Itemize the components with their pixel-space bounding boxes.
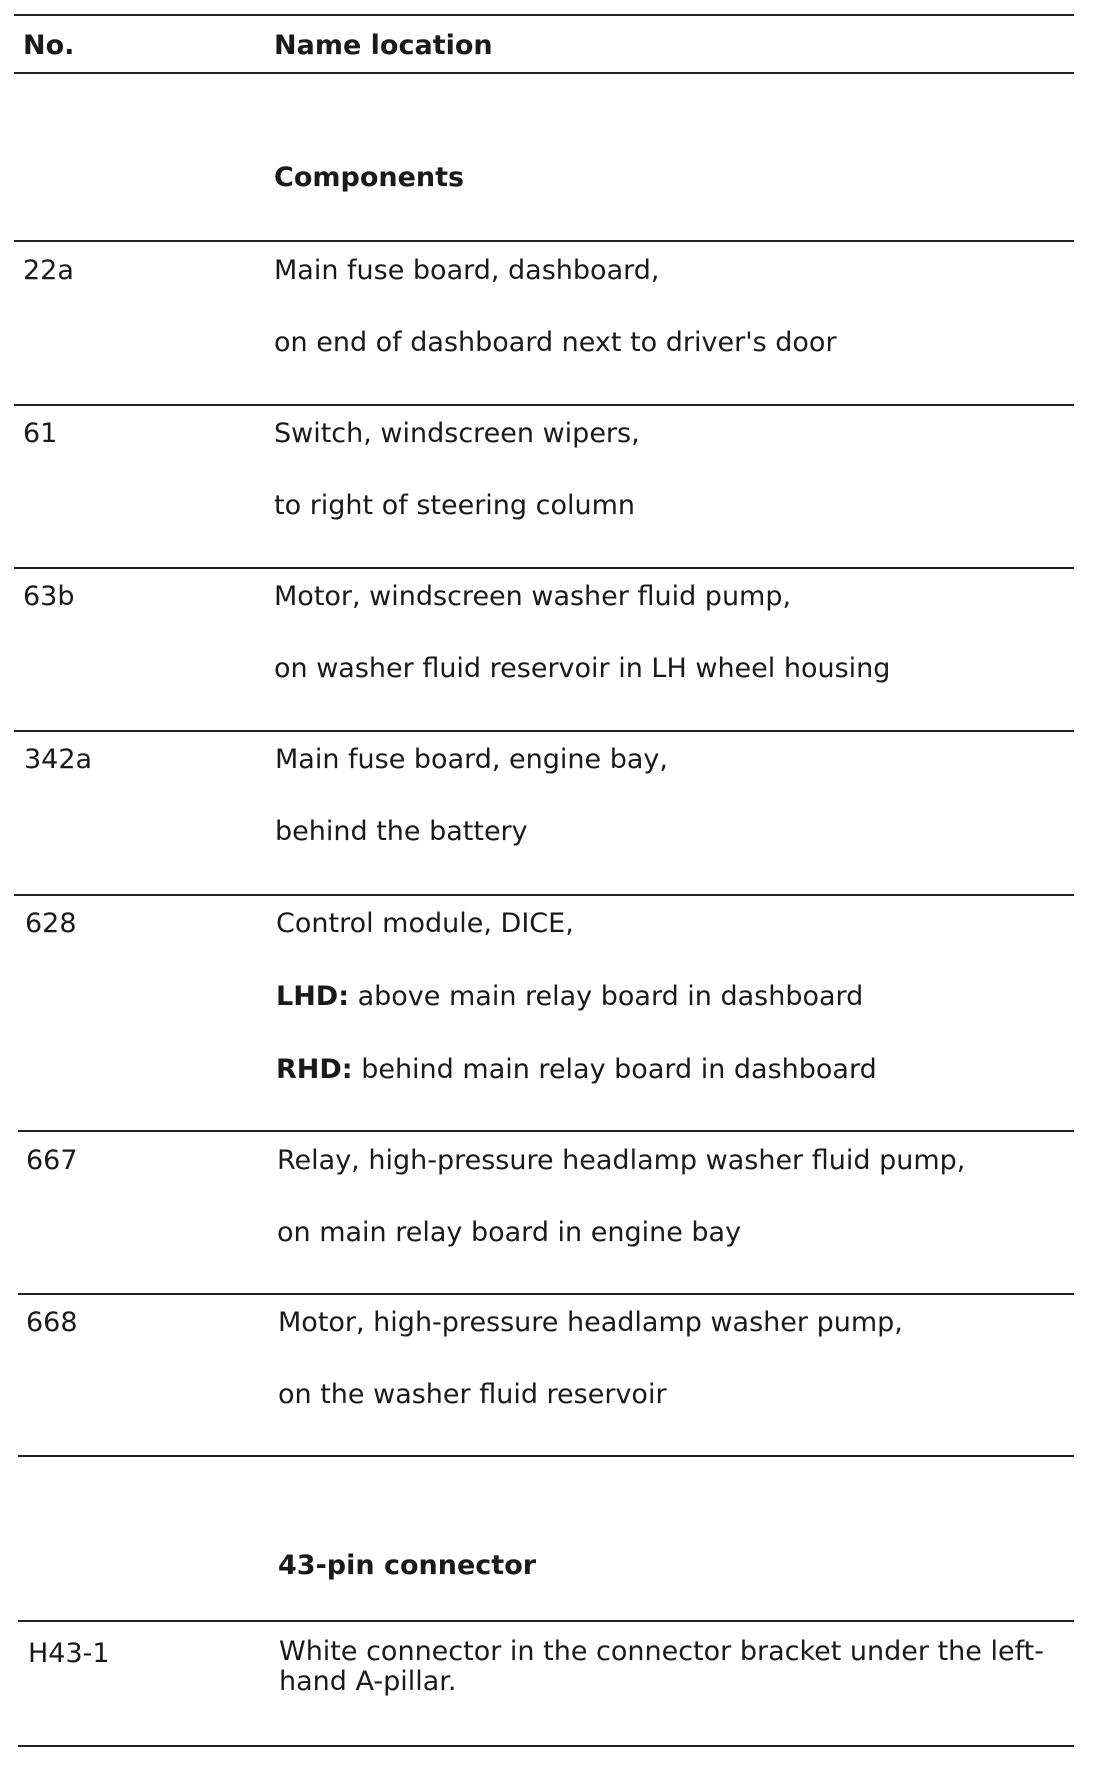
section-title: 43-pin connector: [278, 1550, 537, 1581]
row-line: Main fuse board, engine bay,: [275, 744, 668, 775]
section-title: Components: [274, 162, 465, 193]
row-line: Motor, high-pressure headlamp washer pump,: [278, 1307, 903, 1338]
table-top-rule: [14, 14, 1074, 16]
row-line: [276, 1056, 877, 1083]
row-divider: [18, 1130, 1074, 1132]
row-line: Switch, windscreen wipers,: [274, 418, 640, 449]
rhd-text: behind main relay board in dashboard: [352, 1054, 877, 1085]
row-line: Main fuse board, dashboard,: [274, 255, 660, 286]
row-number: 668: [26, 1307, 78, 1338]
row-number: 667: [26, 1145, 78, 1176]
row-line: to right of steering column: [274, 490, 636, 521]
row-line: behind the battery: [275, 816, 528, 847]
lhd-text: above main relay board in dashboard: [349, 981, 864, 1012]
row-number: 628: [25, 908, 77, 939]
row-line: [276, 983, 863, 1010]
column-header-no: No.: [23, 30, 75, 61]
row-divider: [14, 567, 1074, 569]
row-line: Motor, windscreen washer fluid pump,: [274, 581, 792, 612]
row-number: H43-1: [28, 1638, 110, 1669]
row-divider: [18, 1293, 1074, 1295]
row-line: Relay, high-pressure headlamp washer fluid pump,: [277, 1145, 966, 1176]
column-header-name-location: Name location: [274, 30, 493, 61]
row-divider: [14, 894, 1074, 896]
section-rule: [18, 1455, 1074, 1457]
row-line: on washer fluid reservoir in LH wheel housing: [274, 653, 891, 684]
row-line: on end of dashboard next to driver's door: [274, 327, 837, 358]
section-rule: [14, 240, 1074, 242]
row-number: 63b: [23, 581, 75, 612]
row-divider: [14, 404, 1074, 406]
row-line: on the washer fluid reservoir: [278, 1379, 667, 1410]
rhd-label: RHD:: [276, 1054, 353, 1085]
section-rule: [18, 1620, 1074, 1622]
lhd-label: LHD:: [276, 981, 350, 1012]
row-number: 342a: [24, 744, 93, 775]
row-number: 61: [23, 418, 58, 449]
row-number: 22a: [23, 255, 74, 286]
table-bottom-rule: [18, 1745, 1074, 1747]
row-divider: [14, 730, 1074, 732]
row-line: White connector in the connector bracket under the left-hand A-pillar.: [279, 1636, 1044, 1697]
header-bottom-rule: [14, 72, 1074, 74]
row-line: on main relay board in engine bay: [277, 1217, 742, 1248]
row-line: Control module, DICE,: [276, 908, 574, 939]
